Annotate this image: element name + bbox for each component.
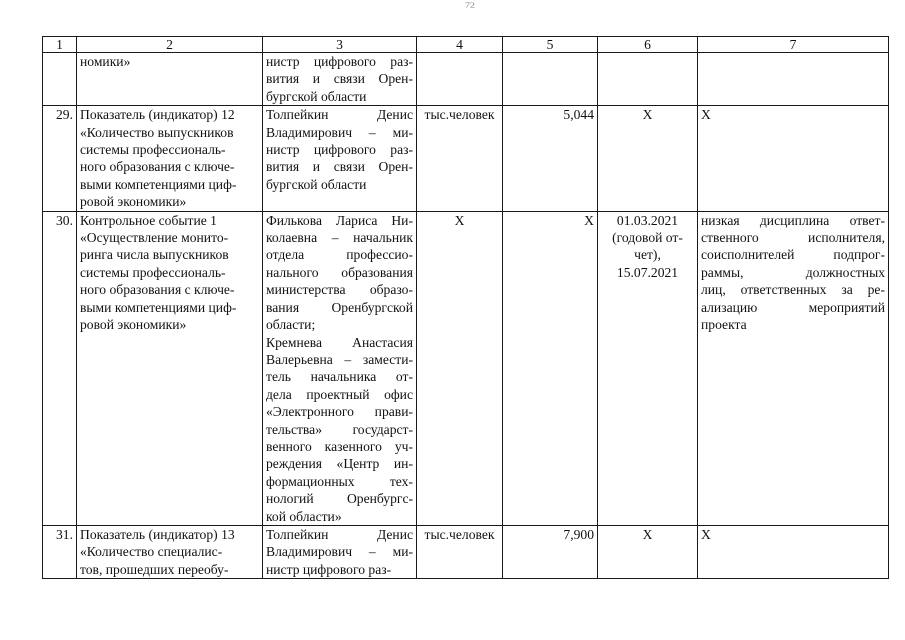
page-number: 72 bbox=[465, 1, 475, 10]
description-cell bbox=[77, 106, 263, 211]
cell-text-line: нистр цифрового раз- bbox=[266, 142, 413, 158]
table-row bbox=[43, 53, 889, 106]
cell-text-line: Показатель (индикатор) 13 bbox=[80, 526, 235, 542]
cell-text-line: «Электронного прави- bbox=[266, 404, 413, 420]
cell-text-line: ственного исполнителя, bbox=[701, 230, 885, 246]
cell-text-line: нологий Оренбургс- bbox=[266, 491, 413, 507]
cell-text-line: Толпейкин Денис bbox=[266, 526, 413, 542]
cell-text-line: кой области» bbox=[266, 508, 342, 524]
cell-text-line: Х bbox=[642, 526, 653, 542]
cell-text-line: Кремнева Анастасия bbox=[266, 334, 413, 350]
unit-cell: Х bbox=[417, 211, 503, 525]
unit-cell: тыс.человек bbox=[417, 106, 503, 211]
column-header-3: 3 bbox=[263, 37, 417, 53]
cell-text-line: «Количество специалис- bbox=[80, 544, 223, 560]
cell-text-line: системы профессиональ- bbox=[80, 264, 226, 280]
cell-text-line: выми компетенциями циф- bbox=[80, 176, 237, 192]
unit-cell: тыс.человек bbox=[417, 525, 503, 578]
cell-text-line: нистр цифрового раз- bbox=[266, 54, 413, 69]
description-cell bbox=[77, 525, 263, 578]
cell-text-line: лиц, ответственных за ре- bbox=[701, 282, 885, 298]
cell-text-line: отдела профессио- bbox=[266, 247, 413, 263]
cell-text-line: 01.03.2021 bbox=[616, 212, 679, 228]
value-cell: 5,044 bbox=[503, 106, 598, 211]
table-row bbox=[43, 525, 889, 578]
cell-text-line: формационных тех- bbox=[266, 473, 413, 489]
responsible-cell bbox=[263, 211, 417, 525]
cell-text-line: «Количество выпускников bbox=[80, 124, 234, 140]
responsible-cell bbox=[263, 106, 417, 211]
table-row bbox=[43, 106, 889, 211]
cell-text-line: ровой экономики» bbox=[80, 317, 187, 333]
cell-text-line: (годовой от- bbox=[612, 230, 683, 246]
responsible-cell bbox=[263, 53, 417, 106]
cell-text-line: реждения «Центр ин- bbox=[266, 456, 413, 472]
cell-text-line: ного образования с ключе- bbox=[80, 282, 235, 298]
cell-text-line: Толпейкин Денис bbox=[266, 107, 413, 123]
risk-cell bbox=[698, 525, 889, 578]
cell-text-line: нистр цифрового раз- bbox=[266, 561, 392, 577]
cell-text-line: Владимирович – ми- bbox=[266, 544, 413, 560]
date-cell bbox=[598, 106, 698, 211]
cell-text-line: Х bbox=[701, 526, 711, 542]
cell-text-line: министерства образо- bbox=[266, 282, 413, 298]
column-header-4: 4 bbox=[417, 37, 503, 53]
row-number-cell: 29. bbox=[43, 106, 77, 211]
column-header-2: 2 bbox=[77, 37, 263, 53]
cell-text-line: номики» bbox=[80, 54, 131, 69]
cell-text-line: нального образования bbox=[266, 264, 413, 280]
cell-text-line: венного казенного уч- bbox=[266, 438, 413, 454]
cell-text-line: ровой экономики» bbox=[80, 194, 187, 210]
description-cell bbox=[77, 53, 263, 106]
cell-text-line: раммы, должностных bbox=[701, 264, 885, 280]
cell-text-line: Филькова Лариса Ни- bbox=[266, 212, 413, 228]
cell-text-line: вития и связи Орен- bbox=[266, 159, 413, 175]
table-body bbox=[43, 53, 889, 579]
cell-text-line: тельства» государст- bbox=[266, 421, 413, 437]
risk-cell bbox=[698, 211, 889, 525]
cell-text-line: Валерьевна – замести- bbox=[266, 351, 413, 367]
cell-text-line: бургской области bbox=[266, 88, 367, 104]
column-header-1: 1 bbox=[43, 37, 77, 53]
value-cell: 7,900 bbox=[503, 525, 598, 578]
cell-text-line: ринга числа выпускников bbox=[80, 247, 229, 263]
cell-text-line: выми компетенциями циф- bbox=[80, 299, 237, 315]
cell-text-line: Х bbox=[642, 107, 653, 123]
row-number-cell bbox=[43, 53, 77, 106]
column-header-7: 7 bbox=[698, 37, 889, 53]
cell-text-line: Владимирович – ми- bbox=[266, 124, 413, 140]
cell-text-line: тель начальника от- bbox=[266, 369, 413, 385]
responsible-cell bbox=[263, 525, 417, 578]
value-cell: Х bbox=[503, 211, 598, 525]
row-number-cell: 30. bbox=[43, 211, 77, 525]
cell-text-line: проекта bbox=[701, 317, 747, 333]
cell-text-line: дела проектный офис bbox=[266, 386, 413, 402]
date-cell bbox=[598, 53, 698, 106]
date-cell bbox=[598, 525, 698, 578]
cell-text-line: колаевна – начальник bbox=[266, 230, 413, 246]
row-number-cell: 31. bbox=[43, 525, 77, 578]
risk-cell bbox=[698, 53, 889, 106]
cell-text-line: ализацию мероприятий bbox=[701, 299, 885, 315]
description-cell bbox=[77, 211, 263, 525]
value-cell bbox=[503, 53, 598, 106]
table-header-row bbox=[43, 37, 889, 53]
cell-text-line: вания Оренбургской bbox=[266, 299, 413, 315]
cell-text-line: тов, прошедших переобу- bbox=[80, 561, 229, 577]
cell-text-line: «Осуществление монито- bbox=[80, 230, 229, 246]
risk-cell bbox=[698, 106, 889, 211]
table-row bbox=[43, 211, 889, 525]
cell-text-line: низкая дисциплина ответ- bbox=[701, 212, 885, 228]
cell-text-line: вития и связи Орен- bbox=[266, 71, 413, 87]
cell-text-line: Контрольное событие 1 bbox=[80, 212, 217, 228]
cell-text-line: 15.07.2021 bbox=[616, 264, 679, 280]
cell-text-line: системы профессиональ- bbox=[80, 142, 226, 158]
date-cell bbox=[598, 211, 698, 525]
column-header-6: 6 bbox=[598, 37, 698, 53]
column-header-5: 5 bbox=[503, 37, 598, 53]
cell-text-line: бургской области bbox=[266, 176, 367, 192]
cell-text-line: Х bbox=[701, 107, 711, 123]
cell-text-line: области; bbox=[266, 317, 316, 333]
unit-cell bbox=[417, 53, 503, 106]
cell-text-line: соисполнителей подпрог- bbox=[701, 247, 885, 263]
cell-text-line: Показатель (индикатор) 12 bbox=[80, 107, 235, 123]
document-table bbox=[42, 36, 889, 579]
cell-text-line: ного образования с ключе- bbox=[80, 159, 235, 175]
cell-text-line: чет), bbox=[634, 247, 661, 263]
